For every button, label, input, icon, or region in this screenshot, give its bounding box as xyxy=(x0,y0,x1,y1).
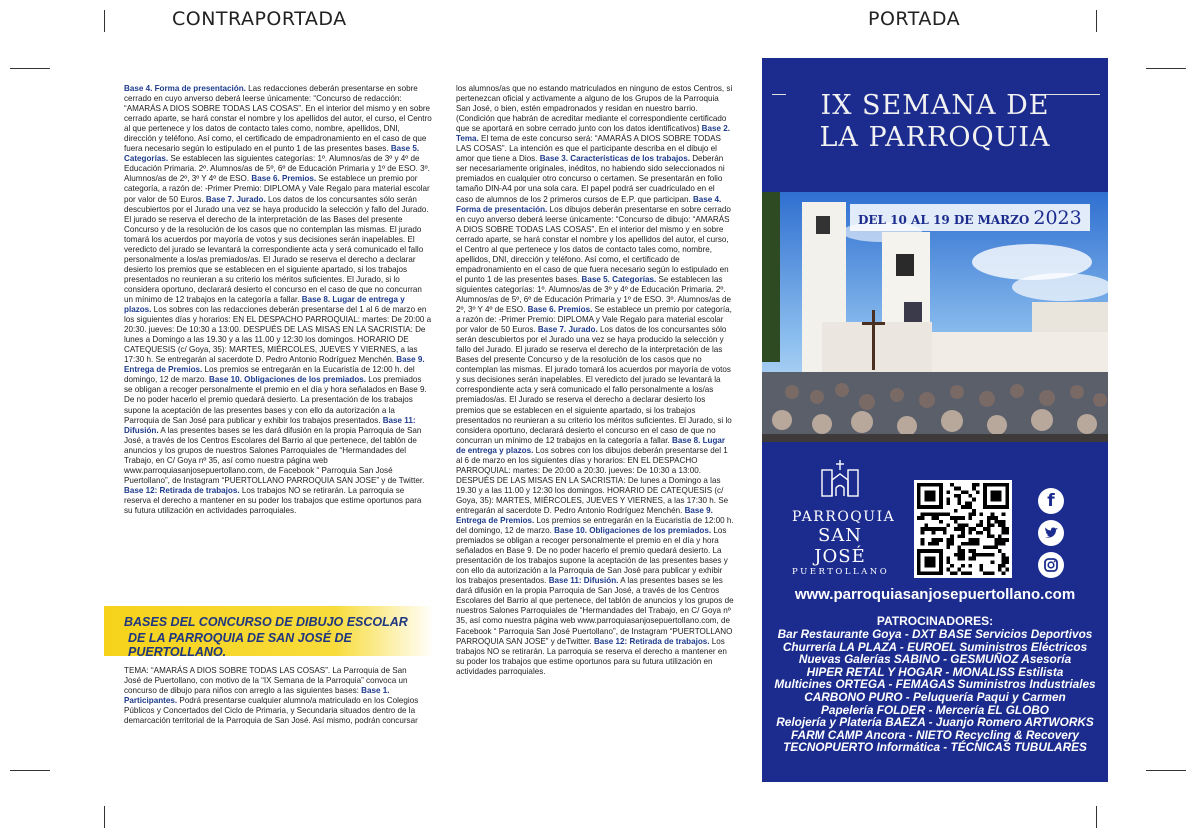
rule-text: A las presentes bases se les dará difusión en la propia Parroquia de San José, a través de los Centros Escolares del Barrio al que pertenece, del tablón de anuncios y los grupos de nuestros Salones Parroquiales de “Hermandades del Trabajo, en C/ Goya nº 35, así como nuestra página web www.parroquiasanjosepuertollano.com, de Facebook “ Parroquia San José Puertollano”, de Instagram “PUERTOLLANO PARROQUIA SAN JOSE” y de Twitter. xyxy=(124,425,425,485)
rule-text: Los dibujos deberán presentarse en sobre cerrado en cuyo anverso deberá leerse únicamente: “Concurso de dibujo: “AMARÁS A DIOS SOBRE TODAS LAS COSAS”. En el interior del mismo y en sobre cerrado aparte, se hará constar el nombre y los apellidos del autor, el curso, el Centro al que pertenece y los datos de contacto tales como, nombre, apellidos, DNI, dirección y teléfono. Así como, el certificado de empadronamiento en el caso de que fuera necesario según lo estipulado en el punto 1 de las presentes bases. xyxy=(456,204,731,284)
rule-heading: Base 5. Categorías. xyxy=(581,274,657,284)
sponsor-line: Bar Restaurante Goya - DXT BASE Servicios Deportivos xyxy=(777,627,1093,641)
crop-mark xyxy=(104,10,105,32)
sponsor-line: Papelería FOLDER - Mercería EL GLOBO xyxy=(821,702,1049,717)
event-dates-badge xyxy=(850,204,1090,231)
drawing-contest-intro xyxy=(124,666,424,726)
rule-heading: Base 9. Entrega de Premios. xyxy=(124,355,425,375)
rule-heading: Base 7. Jurado. xyxy=(205,194,266,204)
crop-mark xyxy=(1146,68,1186,69)
rule-text: Se establece un premio por categoría, a razón de: -Primer Premio: DIPLOMA y Vale Regalo para material escolar por valor de 50 Euros. xyxy=(124,174,430,204)
cover-title-line2: LA PARROQUIA xyxy=(819,122,1051,153)
sponsor-line: CARBONO PURO - Peluquería Paqui y Carmen xyxy=(804,689,1066,704)
rule-heading: Base 4. Forma de presentación. xyxy=(124,84,246,93)
rule-text: Las redacciones deberán presentarse en sobre cerrado en cuyo anverso deberá leerse únicamente: “Concurso de redacción: “AMARÁS A DIOS SOBRE TODAS LAS COSAS”. En el interior del mismo y en sobre cerrado aparte, se hará constar el nombre y los apellidos del autor, el curso, el Centro al que pertenece y los datos de contacto tales como, nombre, apellidos, DNI, dirección y teléfono. Así como, el certificado de empadronamiento en el caso de que fuera necesario según lo estipulado en el punto 1 de las presentes bases. xyxy=(124,84,432,154)
rule-heading: Base 10. Obligaciones de los premiados. xyxy=(209,375,367,385)
rule-text: Los datos de los concursantes sólo serán descubiertos por el Jurado una vez se haya producido la selección y fallo del Jurado. El jurado se reserva el derecho de la interpretación de las Bases del presente Concurso y de la resolución de los casos que no contemplan las mismas. El jurado tomará los acuerdos por mayoría de votos y sus decisiones serán inapelables. El veredicto del jurado se levantará la correspondiente acta y será comunicado el fallo personalmente a los/as premiados/as. El Jurado se reserva el derecho a declarar desierto los premios que se establecen en el siguiente apartado, si los trabajos presentados no reunieran a su criterio los méritos suficientes. El Jurado, si lo considera oportuno, declarará desierto el concurso en el caso de que no concurran un mínimo de 12 trabajos en la categoría a fallar. xyxy=(456,325,732,445)
sponsor-line: Multicines ORTEGA - FEMAGAS Suministros Industriales xyxy=(774,677,1096,692)
instagram-icon[interactable] xyxy=(1038,552,1064,578)
parish-logo xyxy=(792,456,896,577)
rule-heading: Base 6. Premios. xyxy=(251,174,317,184)
crop-mark xyxy=(1096,10,1097,32)
sponsors-heading: PATROCINADORES: xyxy=(876,614,994,628)
parish-website-link[interactable]: www.parroquiasanjosepuertollano.com xyxy=(794,586,1076,603)
crop-mark xyxy=(104,806,105,828)
rule-heading: Base 1. Participantes. xyxy=(124,686,390,706)
front-cover xyxy=(762,58,1108,782)
rules-paragraph xyxy=(124,84,432,516)
rule-text: Los sobres con las redacciones deberán presentarse del 1 al 6 de marzo en los siguientes días y horarios: EN EL DESPACHO PARROQUIAL: martes: De 20:00 a 20:30. jueves: De 10:30 a 13:00. DESPUÉS DE LAS MISAS EN LA SACRISTIA: De lunes a Domingo a las 19.30 y a las 11.00 y 12:30 los domingos. HORARIO DE CATEQUESIS (c/ Goya, 35): MARTES, MIÉRCOLES, JUEVES Y VIERNES, a las 17:30 h. Se entregarán al sacerdote D. Pedro Antonio Rodríguez Menchén. xyxy=(124,305,432,365)
sponsor-line: HIPER RETAL Y HOGAR - MONALISS Estilista xyxy=(806,664,1064,679)
rule-heading: Base 2. Tema. xyxy=(456,124,731,144)
rule-heading: Base 8. Lugar de entrega y plazos. xyxy=(124,294,405,315)
sponsor-line: Nuevas Galerías SABINO - GESMUÑOZ Asesoría xyxy=(798,652,1072,667)
sponsors-list xyxy=(762,628,1108,754)
sponsor-line: TECNOPUERTO Informática - TÉCNICAS TUBULARES xyxy=(783,740,1087,755)
rule-text: Se establecen las siguientes categorías: 1º. Alumnos/as de 3º y 4º de Educación Primaria. 2º. Alumnos/as de 5º, 6º de Educación Primaria y 1º de ESO. 3º. Alumnos/as de 2º, 3º Y 4º de ESO. xyxy=(456,274,732,315)
rule-text: Los premios se entregarán en la Eucaristía de 12:00 h. del domingo, 12 de marzo. xyxy=(456,516,734,536)
qr-code[interactable] xyxy=(914,480,1012,578)
sponsor-line: FARM CAMP Ancora - NIETO Recycling & Recovery xyxy=(791,727,1079,742)
twitter-icon[interactable] xyxy=(1038,520,1064,546)
cover-title-line1: IX SEMANA DE xyxy=(820,90,1050,121)
rule-heading: Base 12: Retirada de trabajos. xyxy=(593,636,710,646)
rule-text: Los trabajos NO se retirarán. La parroquia se reserva el derecho a mantener en su poder los trabajos que estime oportunos para su futura utilización en actividades parroquiales. xyxy=(456,636,727,676)
logo-line-parroquia: PARROQUIA xyxy=(792,509,896,525)
rule-heading: Base 4. Forma de presentación. xyxy=(456,194,722,214)
event-dates: DEL 10 AL 19 DE MARZO xyxy=(858,213,1030,227)
rule-text: Los trabajos NO se retirarán. La parroquia se reserva el derecho a mantener en su poder los trabajos que estime oportunos para su futura utilización en actividades parroquiales. xyxy=(124,485,422,515)
rule-text: El tema de este concurso será: “AMARÁS A DIOS SOBRE TODAS LAS COSAS”. La intención es que el participante describa en el dibujo el amor que tiene a Dios. xyxy=(456,134,721,164)
banner-title-line2: DE LA PARROQUIA DE SAN JOSÉ DE PUERTOLLANO. xyxy=(128,631,352,659)
rule-heading: Base 10. Obligaciones de los premiados. xyxy=(554,526,712,536)
event-year: 2023 xyxy=(1033,207,1082,229)
rule-text: Los premiados se obligan a recoger personalmente el premio en el día y hora señalados en Base 9. De no poder hacerlo el premio quedará desierto. La presentación de los trabajos supone la aceptación de las presentes bases y con ello da autorización a la Parroquia de San José para publicar y exhibir los trabajos presentados. xyxy=(124,375,427,425)
sponsor-line: Relojería y Platería BAEZA - Juanjo Romero ARTWORKS xyxy=(776,715,1094,730)
rules-paragraph xyxy=(456,84,734,677)
banner-title-line1: BASES DEL CONCURSO DE DIBUJO ESCOLAR xyxy=(124,615,408,629)
rule-text: Podrá presentarse cualquier alumno/a matriculado en los Colegios Públicos y Concertados del Ciclo de Primaria, y Secundaria situados dentro de la demarcación territorial de la Parroquia de San José. Así mismo, podrán concursar xyxy=(124,696,419,726)
logo-line-san-jose: SAN JOSÉ xyxy=(814,525,866,567)
rule-heading: Base 6. Premios. xyxy=(527,305,593,315)
rule-text: Los datos de los concursantes sólo serán descubiertos por el Jurado una vez se haya producido la selección y fallo del Jurado. El jurado se reserva el derecho de la interpretación de las Bases del presente Concurso y de la resolución de los casos que no contemplan las mismas. El jurado tomará los acuerdos por mayoría de votos y sus decisiones serán inapelables. El veredicto del jurado se levantará la correspondiente acta y será comunicado el fallo personalmente a los/as premiados/as. El Jurado se reserva el derecho a declarar desierto los premios que se establecen en el siguiente apartado, si los trabajos presentados no reunieran a su criterio los méritos suficientes. El Jurado, si lo considera oportuno, declarará desierto el concurso en el caso de que no concurran un mínimo de 12 trabajos en la categoría a fallar. xyxy=(124,194,429,304)
back-cover-header: CONTRAPORTADA xyxy=(172,8,347,30)
crop-mark xyxy=(10,68,50,69)
rules-paragraph xyxy=(124,666,424,726)
rule-heading: Base 11: Difusión. xyxy=(124,415,416,435)
rule-text: Se establecen las siguientes categorías: 1º. Alumnos/as de 3º y 4º de Educación Primaria. 2º. Alumnos/as de 5º, 6º de Educación Primaria y 1º de ESO. 3º. Alumnos/as de 2º, 3º Y 4º de ESO. xyxy=(124,154,430,184)
church-emblem-icon xyxy=(792,456,888,502)
rule-heading: Base 12: Retirada de trabajos. xyxy=(124,485,240,495)
rule-text: los alumnos/as que no estando matriculados en ninguno de estos Centros, si pertenezcan oficial y activamente a alguno de los Grupos de la Parroquia San José, o bien, estén empadronados y residan en nuestro barrio. (Condición que habrán de acreditar mediante el correspondiente certificado que se aportará en sobre cerrado junto con los datos identificativos) xyxy=(456,84,733,134)
essay-contest-rules-column xyxy=(124,84,432,516)
rule-text: Se establece un premio por categoría, a razón de: -Primer Premio: DIPLOMA y Vale Regalo para material escolar por valor de 50 Euros. xyxy=(456,305,732,335)
rule-text: TEMA: “AMARÁS A DIOS SOBRE TODAS LAS COSAS”. La Parroquia de San José de Puertollano, con motivo de la “IX Semana de la Parroquia” convoca un concurso de dibujo para niños con arreglo a las siguientes bases: xyxy=(124,666,408,696)
rule-text: Los sobres con los dibujos deberán presentarse del 1 al 6 de marzo en los siguientes días y horarios: EN EL DESPACHO PARROQUIAL: martes: De 20:00 a 20:30. jueves: De 10:30 a 13:00. DESPUÉS DE LAS MISAS EN LA SACRISTIA: De lunes a Domingo a las 19.30 y a las 11.00 y 12:30 los domingos. HORARIO DE CATEQUESIS (c/ Goya, 35): MARTES, MIÉRCOLES, JUEVES Y VIERNES, a las 17:30 h. Se entregarán al sacerdote D. Pedro Antonio Rodríguez Menchén. xyxy=(456,445,729,515)
rule-heading: Base 7. Jurado. xyxy=(537,325,598,335)
drawing-contest-rules-column xyxy=(456,84,734,677)
rule-text: Los premiados se obligan a recoger personalmente el premio en el día y hora señalados en Base 9. De no poder hacerlo el premio quedará desierto. La presentación de los trabajos supone la aceptación de las presentes bases y con ello da autorización a la Parroquia de San José para publicar y exhibir los trabajos presentados. xyxy=(456,526,728,586)
rule-heading: Base 11: Difusión. xyxy=(548,576,619,586)
rule-text: Deberán ser necesariamente originales, inéditos, no habiendo sido seleccionados ni premiados en cualquier otro concurso o certamen. Se presentarán en folio tamaño DIN-A4 por una sola cara. El papel podrá ser cuadriculado en el caso de alumnos de los 2 primeros cursos de E.P. que participan. xyxy=(456,154,725,204)
rule-text: A las presentes bases se les dará difusión en la propia Parroquia de San José, a través de los Centros Escolares del Barrio al que pertenece, del tablón de anuncios y los grupos de nuestros Salones Parroquiales de “Hermandades del Trabajo, en C/ Goya nº 35, así como nuestra página web www.parroquiasanjosepuertollano.com, de Facebook “ Parroquia San José Puertollano”, de Instagram “PUERTOLLANO PARROQUIA SAN JOSE” y deTwitter. xyxy=(456,576,734,646)
rule-heading: Base 5. Categorías. xyxy=(124,144,420,164)
front-cover-header: PORTADA xyxy=(868,8,961,30)
crop-mark xyxy=(1096,806,1097,828)
rule-heading: Base 9. Entrega de Premios. xyxy=(456,505,713,526)
rule-heading: Base 8. Lugar de entrega y plazos. xyxy=(456,435,726,455)
crop-mark xyxy=(1146,770,1186,771)
drawing-contest-banner xyxy=(104,606,434,659)
crop-mark xyxy=(10,770,50,771)
sponsor-line: Churrería LA PLAZA - EUROEL Suministros Eléctricos xyxy=(782,639,1088,654)
facebook-icon[interactable]: f xyxy=(1038,488,1064,514)
rule-text: Los premios se entregarán en la Eucaristía de 12:00 h. del domingo, 12 de marzo. xyxy=(124,365,415,385)
rule-heading: Base 3. Características de los trabajos. xyxy=(539,154,690,164)
logo-line-puertollano: PUERTOLLANO xyxy=(792,567,890,577)
